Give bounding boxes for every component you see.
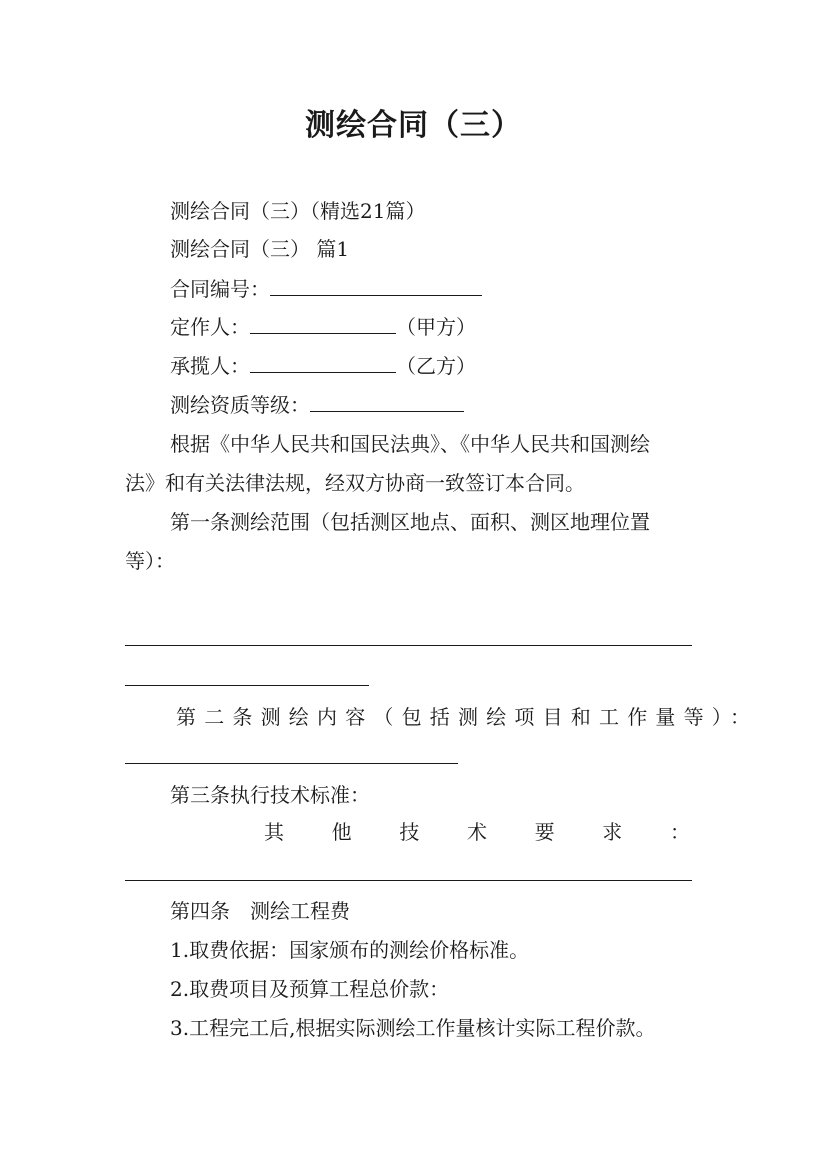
contractor-blank[interactable] (250, 354, 396, 373)
article1-blank-line-1[interactable] (125, 645, 692, 646)
contract-number-row (170, 277, 482, 301)
contractor-suffix: （乙方） (396, 354, 476, 378)
other-requirements-blank-line[interactable] (125, 880, 692, 881)
article2-line: 第二条测绘内容（包括测绘项目和工作量等）： (176, 705, 759, 729)
qualification-row (170, 393, 464, 417)
client-label: 定作人： (170, 315, 250, 339)
contractor-row (170, 354, 476, 378)
article3-line: 第三条执行技术标准： (170, 783, 370, 807)
contract-number-label: 合同编号： (170, 277, 270, 301)
basis-line-2: 法》和有关法律法规，经双方协商一致签订本合同。 (125, 471, 585, 495)
other-req-char: 他 (331, 820, 352, 844)
fee-item-2: 2.取费项目及预算工程总价款： (170, 977, 450, 1001)
other-requirements-line (170, 820, 690, 844)
section-title: 测绘合同（三） 篇1 (170, 237, 350, 261)
contract-number-blank[interactable] (270, 277, 482, 296)
document-title: 测绘合同（三） (305, 108, 522, 143)
article1-line-2: 等）： (125, 549, 175, 573)
fee-item-1: 1.取费依据：国家颁布的测绘价格标准。 (170, 938, 530, 962)
fee-item-3: 3.工程完工后,根据实际测绘工作量核计实际工程价款。 (170, 1016, 656, 1040)
other-req-char: 要 (534, 820, 555, 844)
other-req-char: 术 (466, 820, 487, 844)
article2-blank-line[interactable] (125, 763, 458, 764)
other-req-char: 技 (399, 820, 420, 844)
article1-line-1: 第一条测绘范围（包括测区地点、面积、测区地理位置 (170, 510, 650, 534)
client-blank[interactable] (250, 315, 396, 334)
other-req-char: 其 (264, 820, 284, 844)
client-suffix: （甲方） (396, 315, 476, 339)
other-req-char: ： (669, 820, 690, 844)
other-req-char: 求 (602, 820, 623, 844)
subtitle: 测绘合同（三）（精选21篇） (170, 199, 426, 223)
contractor-label: 承揽人： (170, 354, 250, 378)
basis-line-1: 根据《中华人民共和国民法典》、《中华人民共和国测绘 (170, 432, 650, 456)
qualification-label: 测绘资质等级： (170, 393, 310, 417)
qualification-blank[interactable] (310, 393, 464, 412)
client-row (170, 315, 476, 339)
article4-line: 第四条 测绘工程费 (170, 899, 350, 923)
article1-blank-line-2[interactable] (125, 685, 369, 686)
